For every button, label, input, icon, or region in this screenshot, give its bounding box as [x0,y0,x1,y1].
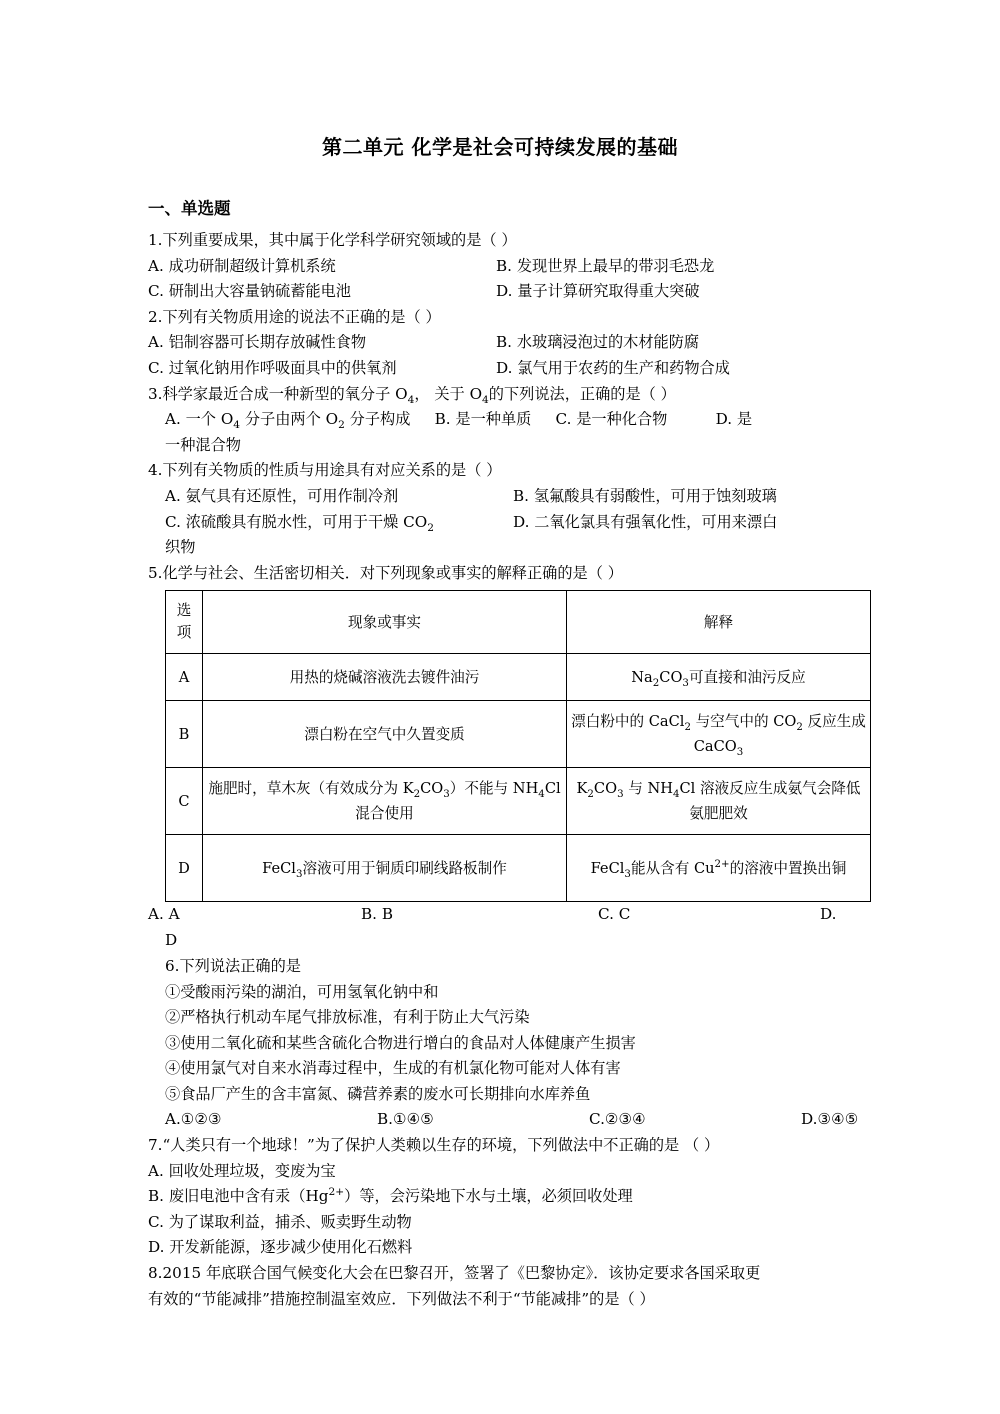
question-6-statement-1: ①受酸雨污染的湖泊，可用氢氧化钠中和 [165,982,439,1001]
question-5-answer-c: C. C [598,905,631,924]
row-c-phen-p3: ）不能与 NH [449,780,539,798]
question-7 [148,1133,852,1261]
q3-stem-part-3: 的下列说法，正确的是（ ） [488,384,676,403]
question-5-answer-row [148,902,852,928]
table-row [166,701,871,768]
question-6 [148,954,859,1133]
question-8 [148,1261,852,1312]
row-d-phen-s1: 3 [295,868,303,880]
row-c-expl-p4: Cl 溶液反应生成氨气会降低氨肥肥效 [679,780,861,823]
row-d-phen-p2: 溶液可用于铜质印刷线路板制作 [302,859,507,877]
row-c-expl-p2: CO [593,780,618,798]
question-1-options-row-2 [148,279,852,305]
q3-opt-a-part-1: A. 一个 O [165,410,234,429]
q7-opt-b-p1: B. 废旧电池中含有汞（Hg [148,1187,329,1206]
row-c-phen-s1: 2 [413,789,421,801]
q3-opt-a-part-3: 分子构成 [344,410,411,429]
q3-opt-a-sub-2: 2 [338,418,345,432]
question-4-options-row-1 [148,484,852,510]
row-c-phen-s2: 3 [443,789,450,801]
row-a-expl-p3: 可直接和油污反应 [688,668,806,686]
row-d-explanation [567,835,871,902]
question-2-option-d: D. 氯气用于农药的生产和药物合成 [496,358,730,377]
question-3-options [148,407,852,433]
question-6-stem: 6.下列说法正确的是 [165,956,301,975]
question-6-option-b: B.①④⑤ [377,1110,434,1129]
q3-opt-a-part-2: 分子由两个 O [240,410,339,429]
row-a-explanation [567,654,871,701]
question-5-answer-b: B. B [361,905,393,924]
question-7-option-c: C. 为了谋取利益，捕杀、贩卖野生动物 [148,1212,412,1231]
question-4 [148,458,852,560]
q3-stem-sub-1: 4 [407,392,415,406]
question-1 [148,228,852,305]
question-5-answer-a: A. A [148,905,180,924]
question-4-options-row-2 [148,510,852,536]
document-body [148,0,866,1312]
question-6-option-d: D.③④⑤ [801,1110,859,1129]
table-header-option-line2: 项 [176,624,192,642]
row-b-expl-s3: 3 [736,747,744,759]
row-a-expl-s1: 2 [652,677,660,689]
question-3-option-d-wrap: 一种混合物 [165,435,241,454]
question-2-option-c: C. 过氧化钠用作呼吸面具中的供氧剂 [148,358,397,377]
question-7-stem: 7.“人类只有一个地球！”为了保护人类赖以生存的环境，下列做法中不正确的是 （ ） [148,1136,720,1155]
question-6-options [148,1107,859,1133]
question-1-option-a: A. 成功研制超级计算机系统 [148,256,336,275]
question-2-option-b: B. 水玻璃浸泡过的木材能防腐 [496,333,700,352]
question-1-option-d: D. 量子计算研究取得重大突破 [496,282,700,301]
question-4-option-c [165,510,513,536]
question-1-stem: 1.下列重要成果，其中属于化学科学研究领域的是（ ） [148,231,517,249]
question-3-option-b: B. 是一种单质 [434,410,532,429]
question-6-option-c: C.②③④ [589,1110,646,1129]
row-b-phenomenon: 漂白粉在空气中久置变质 [203,701,567,768]
row-b-expl-p2: 与空气中的 CO [690,713,797,731]
row-d-expl-p1: FeCl [590,859,625,877]
row-a-expl-p1: Na [631,668,653,686]
row-d-phen-p1: FeCl [262,859,296,877]
row-c-phen-p4: Cl 混合使用 [355,780,561,823]
section-heading: 一、单选题 [148,199,231,218]
question-3-stem [148,382,852,408]
row-a-phenomenon: 用热的烧碱溶液洗去镀件油污 [203,654,567,701]
question-5 [148,561,866,954]
row-b-expl-p1: 漂白粉中的 CaCl [571,713,685,731]
q3-stem-sub-2: 4 [482,392,489,406]
question-7-option-a: A. 回收处理垃圾，变废为宝 [148,1161,336,1180]
question-3-option-a [165,410,411,432]
row-d-phenomenon [203,835,567,902]
question-6-statement-2: ②严格执行机动车尾气排放标准，有利于防止大气污染 [165,1008,530,1027]
question-4-option-b: B. 氢氟酸具有弱酸性，可用于蚀刻玻璃 [513,486,777,505]
question-2-stem: 2.下列有关物质用途的说法不正确的是（ ） [148,307,441,326]
q3-stem-part-2: ， 关于 O [414,384,483,403]
question-2-options-row-2 [148,356,852,382]
q4-opt-c-sub: 2 [427,520,435,534]
table-row [166,768,871,835]
q7-opt-b-p2: ）等，会污染地下水与土壤，必须回收处理 [344,1187,633,1206]
table-header-option-line1: 选 [176,602,192,620]
question-1-options-row-1 [148,254,852,280]
row-c-expl-s1: 2 [587,789,594,801]
row-a-option: A [166,654,203,701]
row-c-expl-s3: 4 [672,789,680,801]
row-c-phen-p2: CO [420,780,444,798]
row-d-expl-p3: 的溶液中置换出铜 [729,859,847,877]
comparison-table [165,590,871,902]
row-b-explanation [567,701,871,768]
table-header-explanation: 解释 [567,591,871,654]
page-title: 第二单元 化学是社会可持续发展的基础 [322,135,678,159]
question-4-stem: 4.下列有关物质的性质与用途具有对应关系的是（ ） [148,461,502,480]
question-8-stem-line-2: 有效的“节能减排”措施控制温室效应．下列做法不利于“节能减排”的是（ ） [148,1289,655,1308]
question-5-answer-d: D. [820,905,837,924]
row-d-expl-s1: 3 [624,868,631,880]
row-c-option: C [166,768,203,835]
row-d-expl-p2: 能从含有 Cu [630,859,715,877]
question-2 [148,305,852,382]
row-c-explanation [567,768,871,835]
q7-opt-b-sup: 2+ [328,1185,345,1199]
row-b-expl-s1: 2 [684,722,691,734]
row-a-expl-p2: CO [659,668,683,686]
table-row [166,654,871,701]
question-4-option-a: A. 氨气具有还原性，可用作制冷剂 [165,486,399,505]
row-b-option: B [166,701,203,768]
question-3 [148,382,852,459]
question-3-option-d: D. 是 [715,410,753,429]
row-c-phen-p1: 施肥时，草木灰（有效成分为 K [208,780,414,798]
question-7-option-b [148,1184,852,1210]
question-1-option-c: C. 研制出大容量钠硫蓄能电池 [148,282,351,301]
question-1-option-b: B. 发现世界上最早的带羽毛恐龙 [496,256,715,275]
q4-opt-c-part-1: C. 浓硫酸具有脱水性，可用于干燥 CO [165,512,428,531]
row-c-expl-p1: K [576,780,588,798]
table-row [166,835,871,902]
question-6-statement-3: ③使用二氧化硫和某些含硫化合物进行增白的食品对人体健康产生损害 [165,1033,636,1052]
row-d-expl-sup1: 2+ [714,858,730,870]
question-2-options-row-1 [148,330,852,356]
question-7-option-d: D. 开发新能源，逐步减少使用化石燃料 [148,1238,413,1257]
question-6-statement-4: ④使用氯气对自来水消毒过程中，生成的有机氯化物可能对人体有害 [165,1059,621,1078]
question-4-option-d-wrap: 织物 [165,538,196,557]
row-b-expl-s2: 2 [796,722,803,734]
row-c-expl-p3: 与 NH [623,780,673,798]
table-header-option [166,591,203,654]
row-c-phenomenon [203,768,567,835]
question-3-option-c: C. 是一种化合物 [555,410,668,429]
q3-stem-part-1: 3.科学家最近合成一种新型的氧分子 O [148,384,408,403]
question-6-option-a: A.①②③ [165,1110,222,1129]
table-header-phenomenon: 现象或事实 [203,591,567,654]
question-5-stem: 5.化学与社会、生活密切相关．对下列现象或事实的解释正确的是（ ） [148,563,623,582]
row-b-expl-p3: 反应生成 CaCO [693,713,866,756]
row-d-option: D [166,835,203,902]
question-8-stem-line-1: 8.2015 年底联合国气候变化大会在巴黎召开，签署了《巴黎协定》．该协定要求各国采取更 [148,1264,761,1283]
question-4-option-d: D. 二氧化氯具有强氧化性，可用来漂白 [513,512,778,531]
row-c-expl-s2: 3 [617,789,624,801]
question-2-option-a: A. 铝制容器可长期存放碱性食物 [148,333,367,352]
table-header-row [166,591,871,654]
question-6-statement-5: ⑤食品厂产生的含丰富氮、磷营养素的废水可长期排向水库养鱼 [165,1084,591,1103]
row-a-expl-s2: 3 [682,677,689,689]
row-c-phen-s3: 4 [538,789,545,801]
q3-opt-a-sub-1: 4 [233,418,241,432]
question-5-answer-d-wrap: D [165,931,178,950]
